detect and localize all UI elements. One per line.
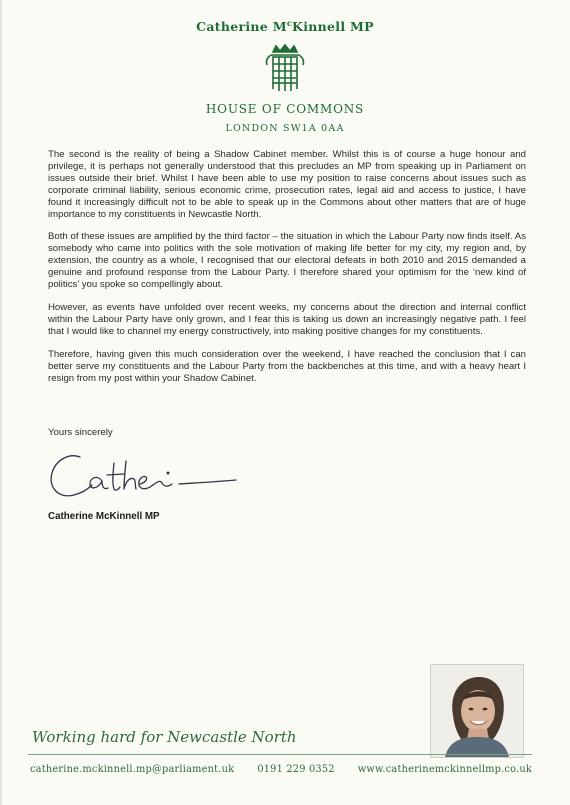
letterhead-name-superscript: c xyxy=(286,18,293,28)
footer-phone: 0191 229 0352 xyxy=(257,764,335,775)
handwritten-signature xyxy=(44,447,254,505)
paragraph: The second is the reality of being a Shadow Cabinet member. Whilst this is of course a huge honour and privilege, it is perhaps not generally understood that this precludes an MP from speaking up in Parliament on issues outside their brief. Whilst I have been able to use my position to raise concerns about issues such as corporate criminal liability, serious economic crime, prosecution rates, legal aid and access to justice, I have found it increasingly difficult not to be able to speak up in the Commons about other matters that are of huge importance to my constituents in Newcastle North. xyxy=(48,149,526,220)
institution-title: HOUSE OF COMMONS xyxy=(205,102,365,116)
institution-address: LONDON SW1A 0AA xyxy=(225,123,345,134)
portrait-photo xyxy=(430,664,524,758)
paragraph: Therefore, having given this much consideration over the weekend, I have reached the conclusion that I can better serve my constituents and the Labour Party from the backbenches at this time, and with a heavy heart I resign from my post within your Shadow Cabinet. xyxy=(48,348,526,384)
portrait-image xyxy=(431,665,523,757)
handwritten-slogan xyxy=(30,722,330,750)
footer-email[interactable]: catherine.mckinnell.mp@parliament.uk xyxy=(30,764,235,775)
letterhead-name xyxy=(0,18,570,34)
footer-contacts xyxy=(30,764,532,775)
paragraph: Both of these issues are amplified by the third factor – the situation in which the Labour Party now finds itself. As somebody who came into politics with the sole motivation of making life better for my city, my region and, by extension, the country as a whole, I recognised that our electoral defeats in both 2010 and 2015 demanded a genuine and profound response from the Labour Party. I therefore shared your optimism for the ‘new kind of politics’ you spoke so compellingly about. xyxy=(48,231,526,291)
page-edge xyxy=(0,0,3,805)
letterhead-name-prefix: Catherine M xyxy=(196,19,287,35)
footer-website[interactable]: www.catherinemckinnellmp.co.uk xyxy=(357,764,532,775)
paragraph: However, as events have unfolded over recent weeks, my concerns about the direction and internal conflict within the Labour Party have only grown, and I fear this is taking us down an increasingly negative path. I feel that I would like to channel my energy constructively, into making positive changes for my constituents. xyxy=(48,301,526,337)
footer-divider xyxy=(28,754,532,755)
slogan-text: Working hard for Newcastle North xyxy=(32,728,297,746)
letter-body xyxy=(48,149,526,395)
letterhead-name-suffix: Kinnell MP xyxy=(292,19,374,35)
closing: Yours sincerely xyxy=(48,427,113,438)
portcullis-icon xyxy=(259,43,311,95)
signer-name: Catherine McKinnell MP xyxy=(48,511,160,522)
